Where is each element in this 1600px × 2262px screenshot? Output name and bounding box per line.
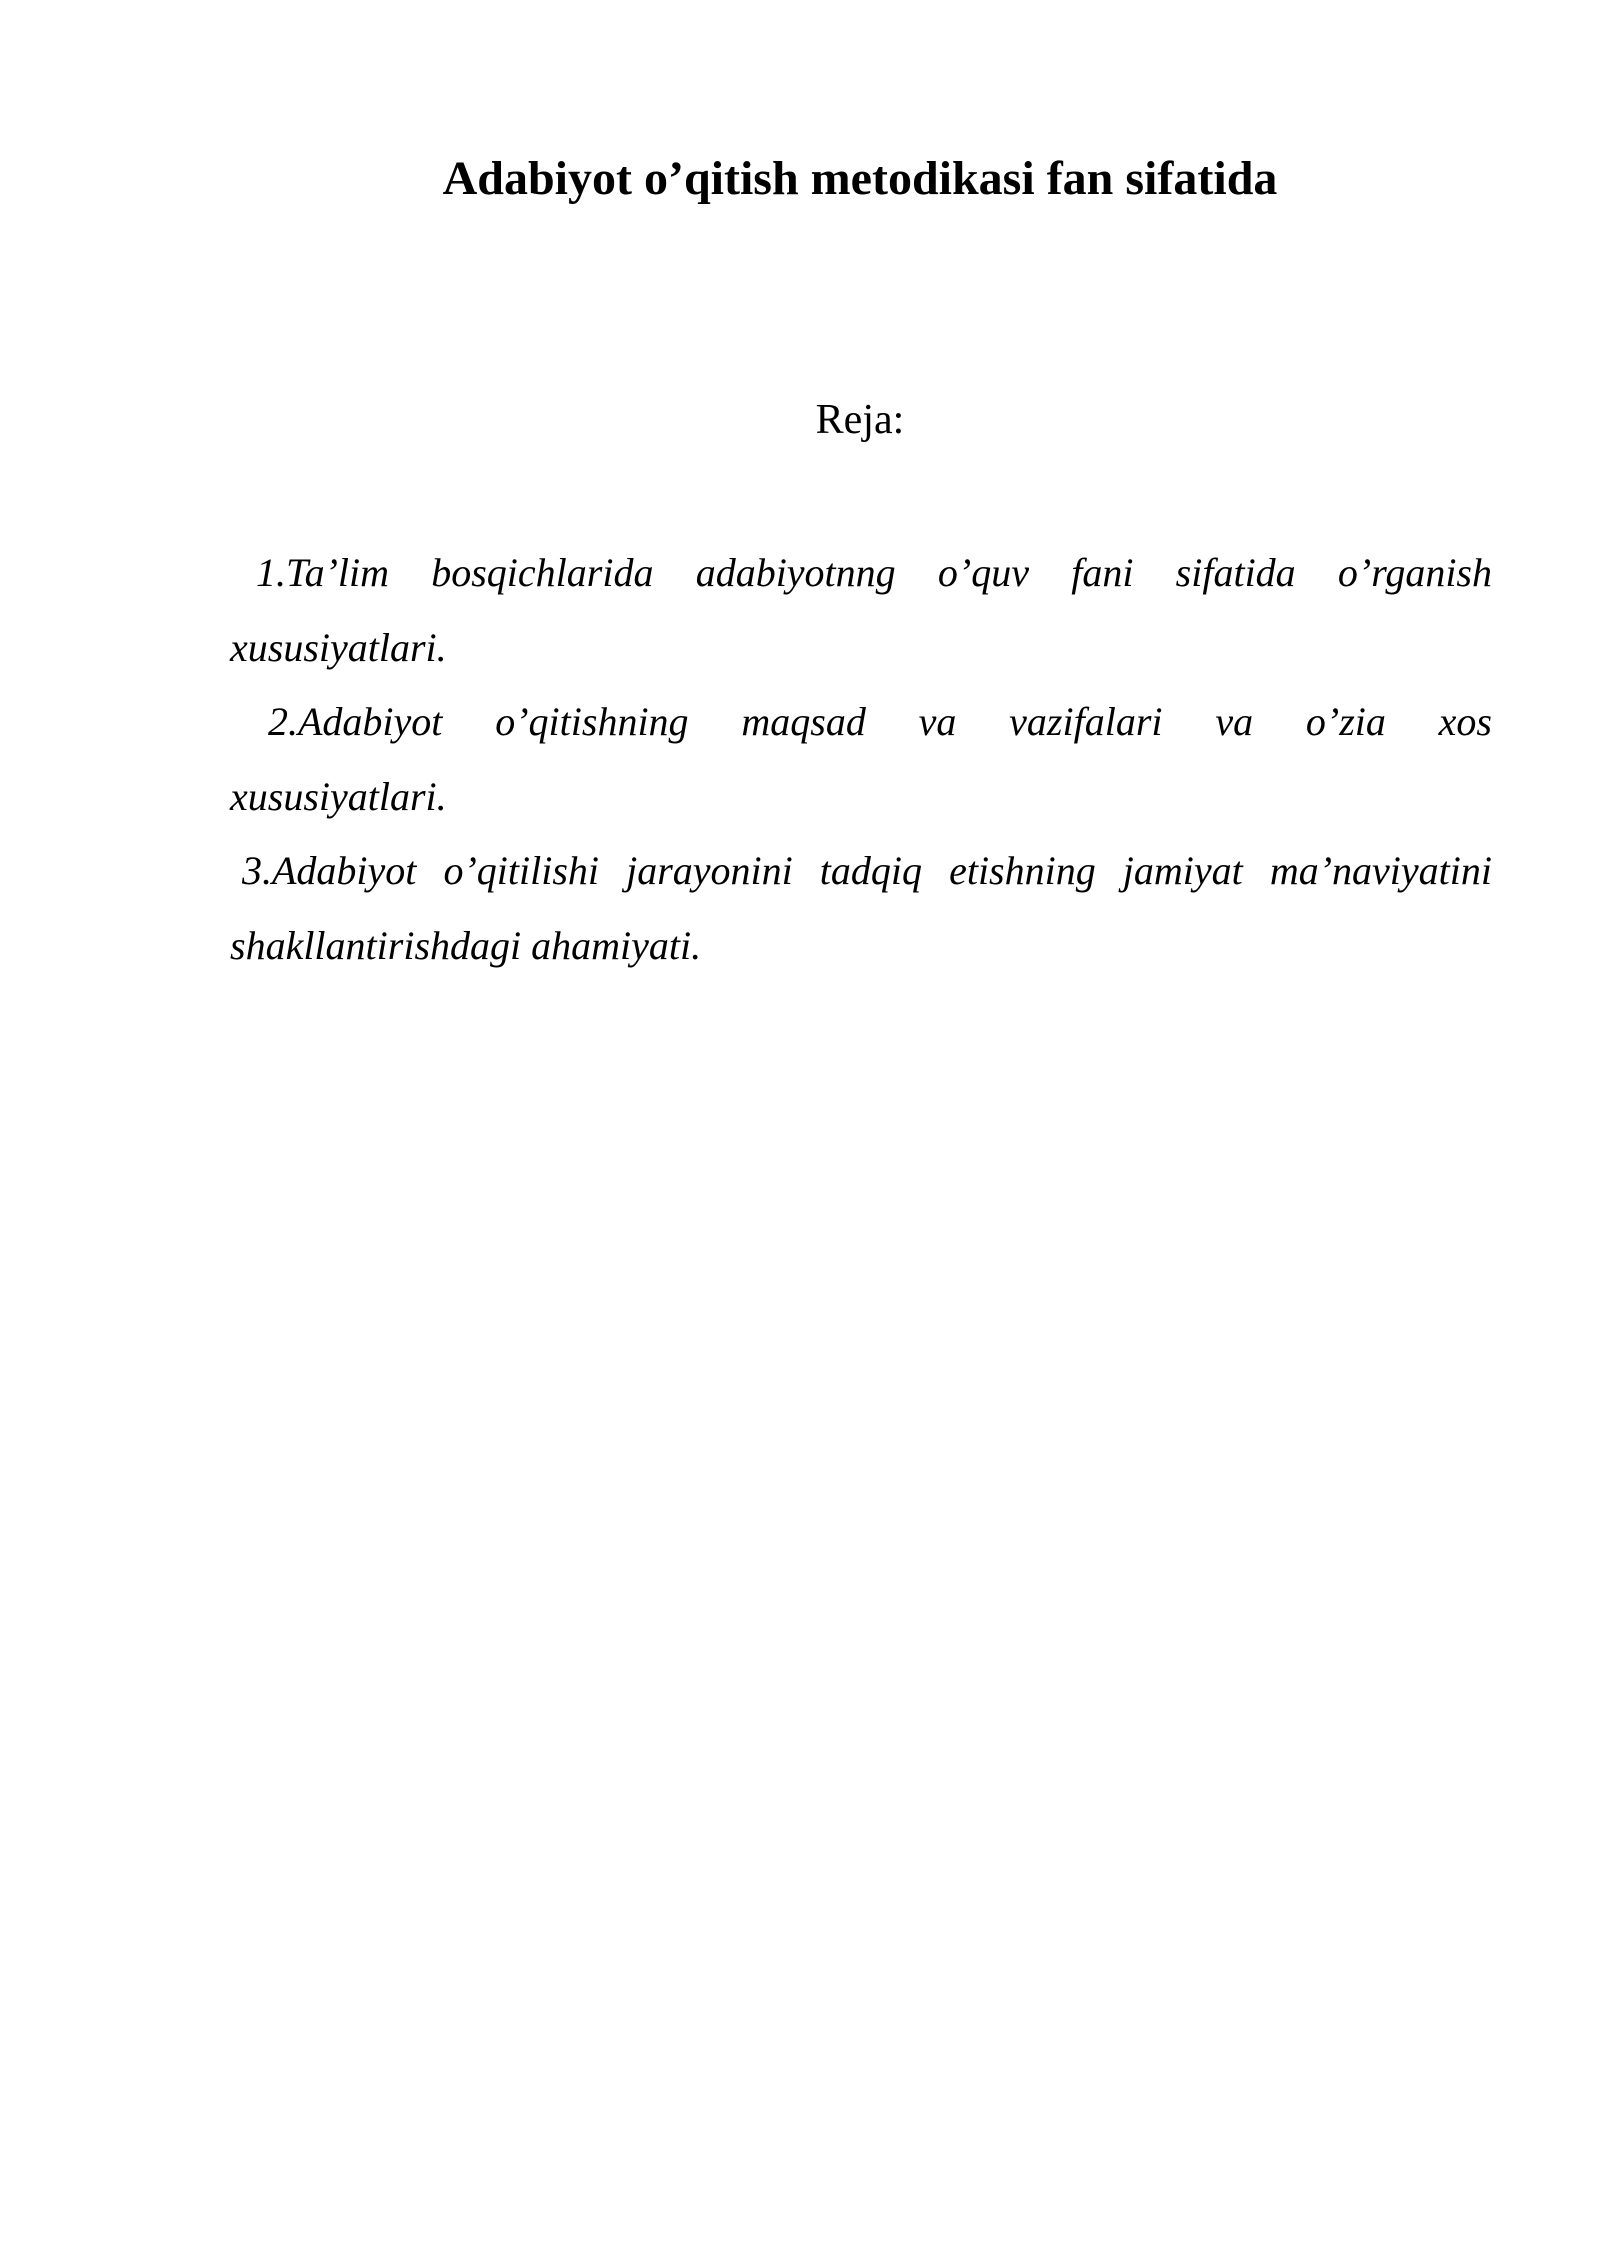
plan-item: 2.Adabiyot o’qitishning maqsad va vazifalari va o’zia xos xususiyatlari.	[230, 699, 1492, 819]
plan-item: 3.Adabiyot o’qitilishi jarayonini tadqiq etishning jamiyat ma’naviyatini shakllantirishdagi ahamiyati.	[230, 848, 1492, 968]
plan-list	[230, 536, 1492, 983]
plan-item: 1.Ta’lim bosqichlarida adabiyotnng o’quv fani sifatida o’rganish xususiyatlari.	[230, 550, 1492, 670]
plan-heading: Reja:	[815, 397, 905, 443]
document-title: Adabiyot o’qitish metodikasi fan sifatida	[442, 152, 1278, 205]
